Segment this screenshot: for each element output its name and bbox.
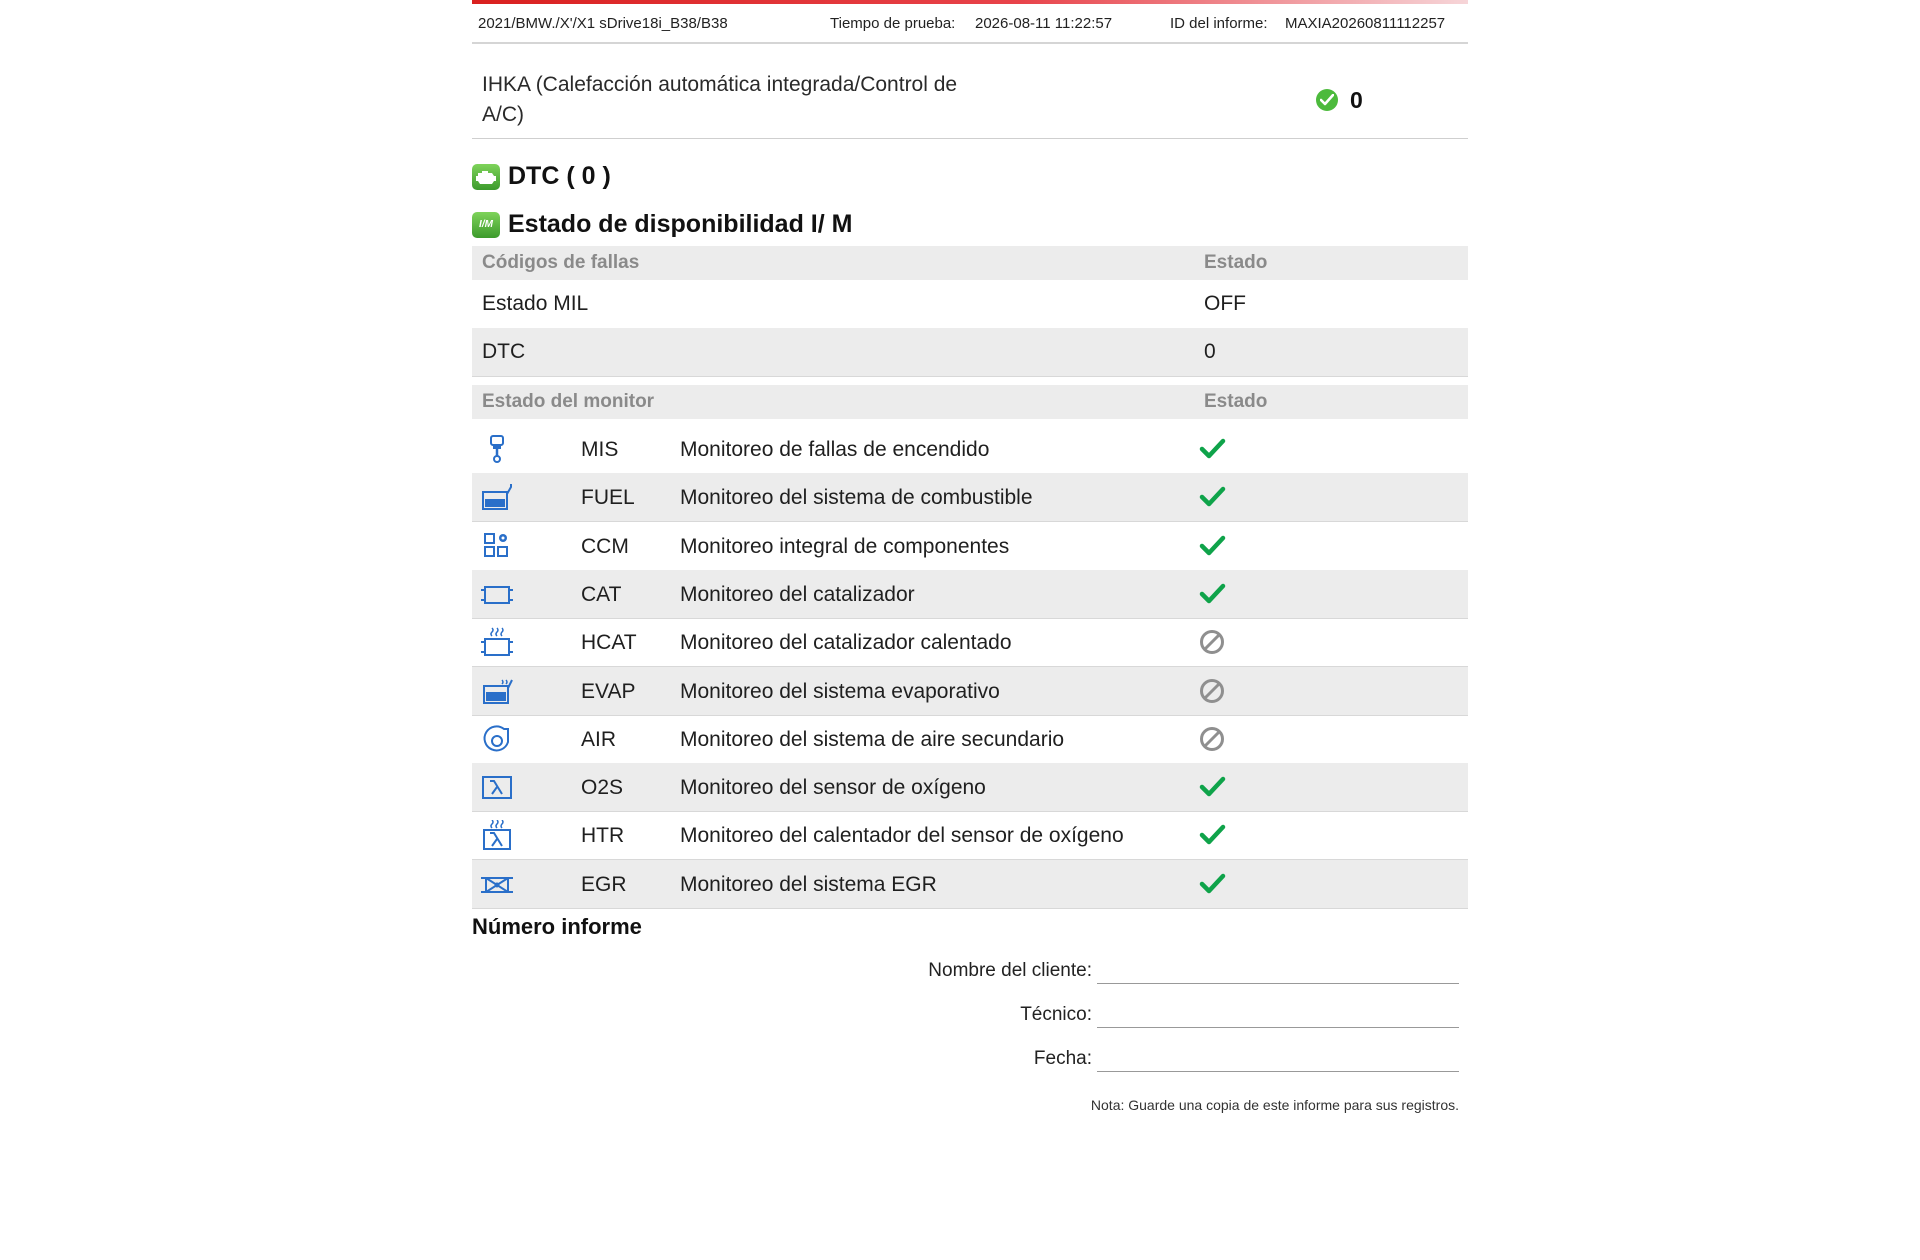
monitor-description: Monitoreo del catalizador <box>680 582 915 606</box>
monitor-description: Monitoreo del sistema de combustible <box>680 486 1033 510</box>
table-row-dtc: DTC 0 <box>472 328 1468 377</box>
monitor-description: Monitoreo de fallas de encendido <box>680 438 990 461</box>
checkmark-icon <box>1198 580 1226 608</box>
heated-oxygen-sensor-icon <box>480 820 514 850</box>
technician-field: Técnico: <box>772 1000 1459 1030</box>
oxygen-sensor-icon <box>480 772 514 802</box>
air-pump-icon <box>480 724 514 754</box>
footer-note: Nota: Guarde una copia de este informe para sus registros. <box>1090 1097 1459 1113</box>
egr-valve-icon <box>480 869 514 899</box>
col-status: Estado <box>1204 252 1268 273</box>
checkmark-icon <box>1198 435 1226 463</box>
col-status: Estado <box>1204 391 1268 412</box>
monitor-code: AIR <box>581 727 617 751</box>
monitor-row-ccm <box>472 522 1468 571</box>
monitor-description: Monitoreo del sistema evaporativo <box>680 679 1000 703</box>
monitor-row-cat <box>472 570 1468 619</box>
checkmark-icon <box>1198 532 1226 560</box>
monitor-row-air <box>472 715 1468 764</box>
report-id-value: MAXIA20260811112257 <box>1285 15 1446 32</box>
checkmark-icon <box>1198 773 1226 801</box>
monitor-description: Monitoreo del sistema de aire secundario <box>680 727 1065 751</box>
col-monitor-status: Estado del monitor <box>482 391 655 412</box>
monitor-description: Monitoreo del catalizador calentado <box>680 631 1012 655</box>
monitor-row-o2s <box>472 763 1468 812</box>
monitor-code: HTR <box>581 824 625 848</box>
monitor-description: Monitoreo del sensor de oxígeno <box>680 776 986 800</box>
heated-catalyst-icon <box>480 627 514 657</box>
signature-line <box>1097 983 1459 984</box>
checkmark-icon <box>1198 821 1226 849</box>
monitor-row-htr <box>472 811 1468 860</box>
module-row-ihka <box>472 70 1468 139</box>
customer-name-field: Nombre del cliente: <box>772 956 1459 986</box>
not-supported-icon <box>1198 677 1226 705</box>
evap-icon <box>480 676 514 706</box>
monitor-description: Monitoreo del calentador del sensor de oxígeno <box>680 824 1124 848</box>
date-field: Fecha: <box>772 1044 1459 1074</box>
catalyst-icon <box>480 579 514 609</box>
engine-icon <box>472 164 500 190</box>
signature-line <box>1097 1027 1459 1028</box>
report-number-title: Número informe <box>472 914 642 939</box>
not-supported-icon <box>1198 725 1226 753</box>
check-circle-icon <box>1316 89 1338 111</box>
monitor-code: FUEL <box>581 486 635 510</box>
monitor-row-fuel <box>472 473 1468 522</box>
monitor-code: CAT <box>581 582 622 606</box>
monitor-code: EVAP <box>581 679 636 703</box>
piston-icon <box>480 434 514 464</box>
report-id-label: ID del informe: <box>1170 15 1268 32</box>
monitor-code: O2S <box>581 776 624 800</box>
monitor-code: EGR <box>581 872 627 896</box>
module-dtc-count: 0 <box>1350 87 1363 113</box>
monitor-row-mis <box>472 425 1468 474</box>
report-header <box>472 4 1468 44</box>
fault-table-header <box>472 246 1468 280</box>
vehicle-info: 2021/BMW./X'/X1 sDrive18i_B38/B38 <box>478 15 728 32</box>
module-name: IHKA (Calefacción automática integrada/Control de A/C) <box>482 73 958 126</box>
checkmark-icon <box>1198 870 1226 898</box>
monitor-row-hcat <box>472 618 1468 667</box>
monitor-code: HCAT <box>581 631 637 655</box>
monitor-code: CCM <box>581 534 629 558</box>
monitor-table-header <box>472 385 1468 419</box>
table-row-mil: Estado MIL OFF <box>472 280 1468 329</box>
monitor-description: Monitoreo integral de componentes <box>680 534 1010 558</box>
components-icon <box>480 531 514 561</box>
not-supported-icon <box>1198 628 1226 656</box>
monitor-row-evap <box>472 667 1468 716</box>
monitor-description: Monitoreo del sistema EGR <box>680 872 937 896</box>
test-time-label: Tiempo de prueba: <box>830 15 956 32</box>
test-time-value: 2026-08-11 11:22:57 <box>975 15 1113 32</box>
monitor-row-egr <box>472 860 1468 909</box>
monitor-code: MIS <box>581 438 619 461</box>
signature-line <box>1097 1071 1459 1072</box>
checkmark-icon <box>1198 483 1226 511</box>
col-fault-codes: Códigos de fallas <box>482 252 640 273</box>
im-badge-icon: I/M <box>472 212 500 238</box>
fuel-tank-icon <box>480 482 514 512</box>
